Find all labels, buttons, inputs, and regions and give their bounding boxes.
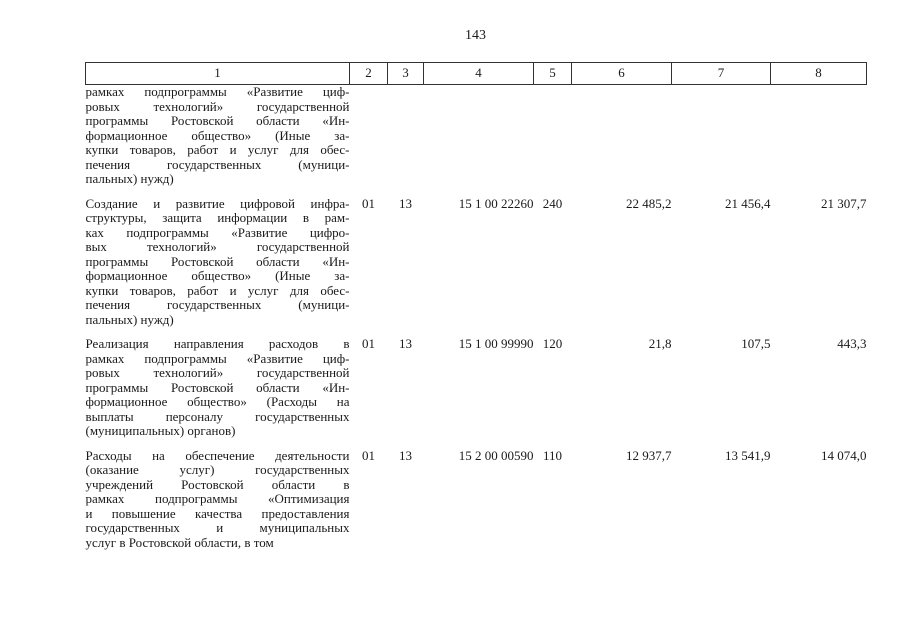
section-code: 01 — [362, 195, 375, 211]
row-spacer — [86, 187, 867, 197]
description-line: рамках подпрограммы «Оптимизация — [85, 491, 350, 506]
description-line: рамках подпрограммы «Развитие циф- — [85, 84, 350, 99]
description-line: программы Ростовской области «Ин- — [85, 113, 350, 128]
expense-type-code: 240 — [542, 195, 563, 211]
subsection-code: 13 — [399, 447, 412, 463]
description-line: ровых технологий» государственной — [85, 365, 350, 380]
expense-type-code: 110 — [542, 447, 563, 463]
amount-year-3: 443,3 — [837, 336, 867, 351]
description-line: выплаты персоналу государственных — [85, 408, 350, 424]
description-line: формационное общество» (Расходы на — [85, 394, 350, 409]
amount-year-3: 21 307,7 — [821, 195, 867, 211]
description-line: формационное общество» (Иные за- — [85, 268, 350, 283]
table-row — [86, 449, 867, 551]
description-line: (муниципальных) органов) — [85, 423, 236, 438]
description-line: ках подпрограммы «Развитие цифро- — [85, 224, 350, 240]
header-col-7: 7 — [672, 63, 771, 85]
header-col-8: 8 — [771, 63, 867, 85]
amount-year-1 — [572, 85, 672, 187]
expense-type-code: 120 — [542, 336, 563, 351]
target-article-code: 15 1 00 99990 — [458, 336, 534, 351]
amount-year-3 — [771, 85, 867, 187]
description-line: Создание и развитие цифровой инфра- — [85, 195, 350, 211]
header-row — [86, 63, 867, 85]
description-line: учреждений Ростовской области в — [85, 476, 350, 492]
row-description — [86, 337, 350, 439]
description-line: купки товаров, работ и услуг для обес- — [85, 142, 350, 157]
table-row — [86, 337, 867, 439]
budget-table — [85, 62, 867, 550]
header-col-2: 2 — [350, 63, 388, 85]
amount-year-3: 14 074,0 — [821, 447, 867, 463]
subsection-code: 13 — [399, 336, 412, 351]
amount-year-2: 21 456,4 — [725, 195, 771, 211]
table-row — [86, 85, 867, 187]
description-line: (оказание услуг) государственных — [85, 462, 350, 477]
description-line: программы Ростовской области «Ин- — [85, 253, 350, 269]
subsection-code: 13 — [399, 195, 412, 211]
amount-year-2: 107,5 — [741, 336, 771, 351]
description-line: печения государственных (муници- — [85, 156, 350, 172]
section-code — [350, 85, 388, 187]
row-spacer — [86, 439, 867, 449]
target-article-code: 15 1 00 22260 — [458, 195, 534, 211]
page-number: 143 — [465, 28, 486, 43]
description-line: формационное общество» (Иные за- — [85, 127, 350, 143]
row-description — [86, 449, 350, 551]
section-code: 01 — [362, 336, 375, 351]
header-col-3: 3 — [388, 63, 424, 85]
description-line: вых технологий» государственной — [85, 239, 350, 254]
table-body — [86, 85, 867, 551]
table-row — [86, 197, 867, 328]
header-col-5: 5 — [534, 63, 572, 85]
description-line: пальных) нужд) — [85, 311, 174, 327]
row-description — [86, 197, 350, 328]
description-line: структуры, защита информации в рам- — [85, 210, 350, 225]
header-col-6: 6 — [572, 63, 672, 85]
description-line: рамках подпрограммы «Развитие циф- — [85, 350, 350, 366]
section-code: 01 — [362, 447, 375, 463]
amount-year-2 — [672, 85, 771, 187]
amount-year-1: 22 485,2 — [626, 195, 672, 211]
amount-year-1: 21,8 — [648, 336, 672, 351]
description-line: печения государственных (муници- — [85, 297, 350, 312]
description-line: купки товаров, работ и услуг для обес- — [85, 282, 350, 298]
description-line: Расходы на обеспечение деятельности — [85, 447, 350, 463]
description-line: пальных) нужд) — [85, 171, 174, 186]
description-line: и повышение качества предоставления — [85, 505, 350, 521]
expense-type-code — [534, 85, 572, 187]
header-col-4: 4 — [424, 63, 534, 85]
amount-year-1: 12 937,7 — [626, 447, 672, 463]
description-line: программы Ростовской области «Ин- — [85, 379, 350, 395]
subsection-code — [388, 85, 424, 187]
target-article-code — [424, 85, 534, 187]
row-description — [86, 85, 350, 187]
description-line: Реализация направления расходов в — [85, 336, 350, 351]
target-article-code: 15 2 00 00590 — [458, 447, 534, 463]
description-line: государственных и муниципальных — [85, 520, 350, 535]
description-line: услуг в Ростовской области, в том — [85, 534, 274, 550]
header-col-1: 1 — [86, 63, 350, 85]
description-line: ровых технологий» государственной — [85, 98, 350, 114]
amount-year-2: 13 541,9 — [725, 447, 771, 463]
